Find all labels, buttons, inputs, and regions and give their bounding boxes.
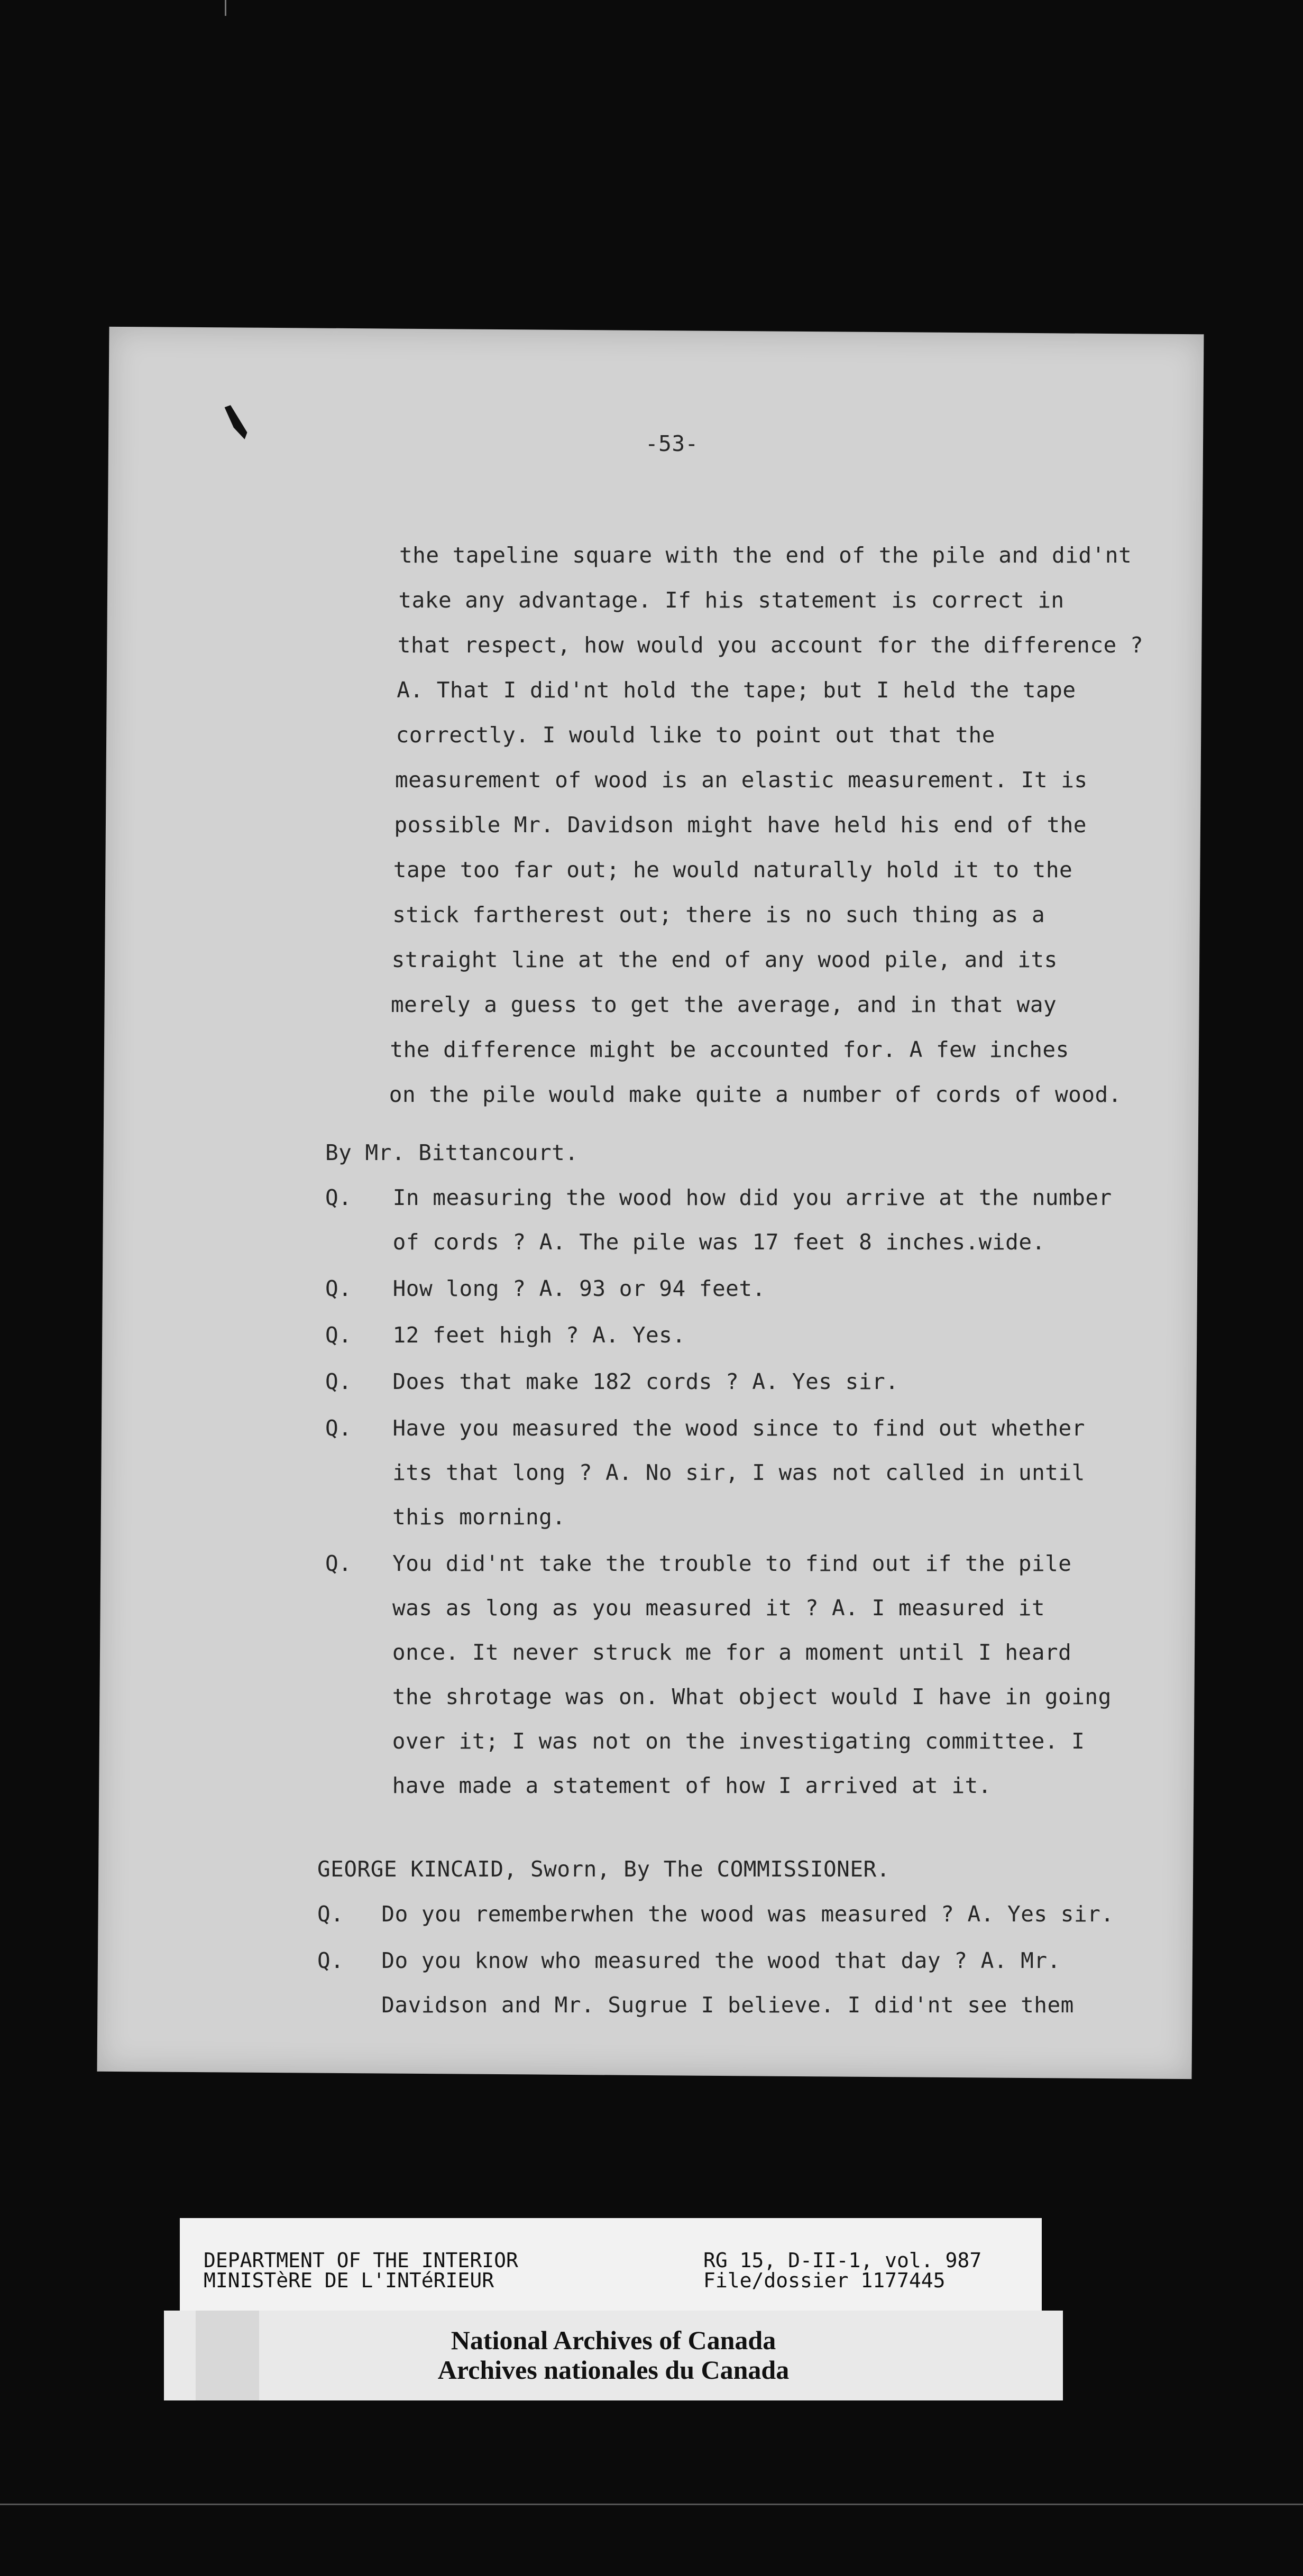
paragraph-line: merely a guess to get the average, and in that way <box>391 992 1057 1017</box>
question-marker: Q. <box>325 1322 352 1348</box>
paragraph-line: take any advantage. If his statement is correct in <box>398 587 1065 613</box>
paragraph-line: measurement of wood is an elastic measurement. It is <box>395 767 1088 793</box>
qa-line: Does that make 182 cords ? A. Yes sir. <box>392 1369 899 1394</box>
qa-line: over it; I was not on the investigating committee. I <box>392 1728 1085 1754</box>
qa-line: this morning. <box>392 1504 566 1530</box>
qa-line: of cords ? A. The pile was 17 feet 8 inches.wide. <box>392 1229 1045 1255</box>
paragraph-line: A. That I did'nt hold the tape; but I held the tape <box>397 677 1076 703</box>
qa-line: You did'nt take the trouble to find out if the pile <box>392 1551 1072 1576</box>
by-line: By Mr. Bittancourt. <box>325 1140 579 1165</box>
top-edge-mark <box>225 0 226 16</box>
question-marker: Q. <box>325 1415 352 1441</box>
qa-line: Have you measured the wood since to find out whether <box>392 1415 1085 1441</box>
question-marker: Q. <box>325 1369 352 1394</box>
record-group-reference: RG 15, D-II-1, vol. 987 <box>703 2249 982 2272</box>
file-number: File/dossier 1177445 <box>703 2269 946 2292</box>
paragraph-line: the tapeline square with the end of the pile and did'nt <box>399 542 1132 568</box>
qa-line: was as long as you measured it ? A. I measured it <box>392 1595 1045 1621</box>
paragraph-line: that respect, how would you account for the difference ? <box>397 632 1144 658</box>
paragraph-line: stick fartherest out; there is no such thing as a <box>392 902 1045 927</box>
qa-line: Davidson and Mr. Sugrue I believe. I did'nt see them <box>381 1992 1074 2018</box>
question-marker: Q. <box>325 1276 352 1301</box>
qa-line: its that long ? A. No sir, I was not called in until <box>392 1460 1085 1485</box>
qa-line: Do you know who measured the wood that day ? A. Mr. <box>381 1948 1061 1973</box>
bottom-rule <box>0 2504 1303 2505</box>
department-english: DEPARTMENT OF THE INTERIOR <box>204 2249 518 2272</box>
archive-name-french: Archives nationales du Canada <box>437 2355 790 2385</box>
qa-line: the shrotage was on. What object would I have in going <box>392 1684 1112 1709</box>
witness-heading: GEORGE KINCAID, Sworn, By The COMMISSIONER. <box>317 1856 890 1882</box>
paragraph-line: on the pile would make quite a number of cords of wood. <box>389 1082 1122 1107</box>
archive-reference-label <box>180 2218 1042 2313</box>
question-marker: Q. <box>325 1185 352 1210</box>
question-marker: Q. <box>325 1551 352 1576</box>
question-marker: Q. <box>317 1948 344 1973</box>
qa-line: Do you rememberwhen the wood was measured ? A. Yes sir. <box>381 1901 1114 1927</box>
qa-line: How long ? A. 93 or 94 feet. <box>392 1276 766 1301</box>
paragraph-line: possible Mr. Davidson might have held his end of the <box>394 812 1087 838</box>
question-marker: Q. <box>317 1901 344 1927</box>
page-number: -53- <box>645 431 699 456</box>
qa-line: In measuring the wood how did you arrive at the number <box>392 1185 1112 1210</box>
paragraph-line: straight line at the end of any wood pile, and its <box>391 947 1058 972</box>
paragraph-line: correctly. I would like to point out that the <box>396 722 995 748</box>
archive-name-label <box>164 2311 1063 2400</box>
qa-line: have made a statement of how I arrived at it. <box>392 1773 992 1798</box>
paragraph-line: tape too far out; he would naturally hold it to the <box>393 857 1073 882</box>
qa-line: 12 feet high ? A. Yes. <box>392 1322 686 1348</box>
paragraph-line: the difference might be accounted for. A few inches <box>390 1037 1069 1062</box>
qa-line: once. It never struck me for a moment until I heard <box>392 1640 1072 1665</box>
department-french: MINISTèRE DE L'INTéRIEUR <box>204 2269 494 2292</box>
archive-name-english: National Archives of Canada <box>451 2325 776 2355</box>
